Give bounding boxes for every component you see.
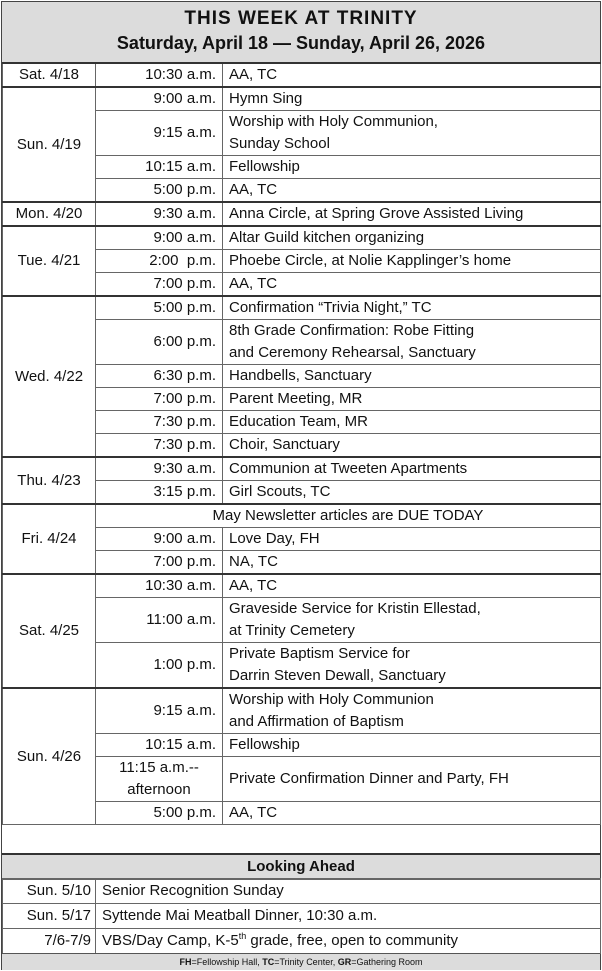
event-cell: Private Confirmation Dinner and Party, FH <box>223 757 601 802</box>
looking-ahead-table <box>2 878 601 954</box>
event-cell: Fellowship <box>223 156 601 179</box>
event-cell: AA, TC <box>223 179 601 203</box>
time-cell: 5:00 p.m. <box>96 179 223 203</box>
event-cell: Anna Circle, at Spring Grove Assisted Living <box>223 202 601 226</box>
event-cell <box>223 643 601 689</box>
event-cell: Parent Meeting, MR <box>223 388 601 411</box>
event-cell: Phoebe Circle, at Nolie Kapplinger’s home <box>223 250 601 273</box>
time-cell: 10:30 a.m. <box>96 63 223 87</box>
time-cell: 10:15 a.m. <box>96 734 223 757</box>
event-line: Private Baptism Service for <box>229 645 410 662</box>
time-cell: 7:00 p.m. <box>96 273 223 297</box>
time-cell: 3:15 p.m. <box>96 481 223 505</box>
date-cell: 7/6-7/9 <box>3 929 96 954</box>
time-cell: 9:30 a.m. <box>96 202 223 226</box>
time-cell: 9:15 a.m. <box>96 111 223 156</box>
day-cell: Sun. 4/26 <box>3 688 96 825</box>
table-row <box>3 226 601 250</box>
day-cell: Thu. 4/23 <box>3 457 96 504</box>
table-row <box>3 296 601 320</box>
event-line: at Trinity Cemetery <box>229 622 355 639</box>
event-cell: AA, TC <box>223 273 601 297</box>
event-line: 8th Grade Confirmation: Robe Fitting <box>229 322 475 339</box>
table-row <box>3 202 601 226</box>
time-cell: 9:30 a.m. <box>96 457 223 481</box>
time-line: 11:15 a.m.-- <box>119 759 199 776</box>
ordinal-suffix: th <box>238 931 247 941</box>
time-cell: 9:00 a.m. <box>96 528 223 551</box>
table-row <box>3 63 601 87</box>
item-text <box>96 929 601 954</box>
time-cell: 6:30 p.m. <box>96 365 223 388</box>
event-cell: Choir, Sanctuary <box>223 434 601 458</box>
schedule-header <box>2 2 600 63</box>
time-cell: 1:00 p.m. <box>96 643 223 689</box>
time-cell: 9:00 a.m. <box>96 226 223 250</box>
event-cell: AA, TC <box>223 63 601 87</box>
time-cell: 10:15 a.m. <box>96 156 223 179</box>
date-range: Saturday, April 18 — Sunday, April 26, 2026 <box>116 33 486 53</box>
legend-abbr: FH <box>179 957 192 967</box>
event-cell <box>223 688 601 734</box>
time-line: afternoon <box>127 781 191 798</box>
day-cell: Fri. 4/24 <box>3 504 96 574</box>
event-cell <box>223 111 601 156</box>
time-cell: 7:00 p.m. <box>96 551 223 575</box>
item-text-post: grade, free, open to community <box>246 932 459 949</box>
table-row <box>3 904 601 929</box>
table-row <box>3 504 601 528</box>
weekly-schedule-sheet <box>1 1 601 970</box>
time-cell: 11:00 a.m. <box>96 598 223 643</box>
day-cell: Sun. 4/19 <box>3 87 96 202</box>
event-line: Darrin Steven Dewall, Sanctuary <box>229 667 446 684</box>
item-text: Syttende Mai Meatball Dinner, 10:30 a.m. <box>96 904 601 929</box>
abbreviation-legend <box>2 953 600 970</box>
day-cell: Sat. 4/18 <box>3 63 96 87</box>
page-title: THIS WEEK AT TRINITY <box>184 8 418 29</box>
event-cell: Girl Scouts, TC <box>223 481 601 505</box>
time-cell: 7:00 p.m. <box>96 388 223 411</box>
event-line: and Affirmation of Baptism <box>229 713 404 730</box>
time-cell: 7:30 p.m. <box>96 434 223 458</box>
event-line: Graveside Service for Kristin Ellestad, <box>229 600 481 617</box>
time-cell: 2:00 p.m. <box>96 250 223 273</box>
time-cell: 6:00 p.m. <box>96 320 223 365</box>
event-cell: NA, TC <box>223 551 601 575</box>
table-row <box>3 457 601 481</box>
time-cell: 7:30 p.m. <box>96 411 223 434</box>
event-cell: Education Team, MR <box>223 411 601 434</box>
event-cell: Handbells, Sanctuary <box>223 365 601 388</box>
table-row <box>3 574 601 598</box>
table-row <box>3 87 601 111</box>
event-cell: Hymn Sing <box>223 87 601 111</box>
day-cell: Sat. 4/25 <box>3 574 96 688</box>
legend-text: =Fellowship Hall, <box>191 957 263 967</box>
event-line: and Ceremony Rehearsal, Sanctuary <box>229 344 476 361</box>
time-cell <box>96 757 223 802</box>
looking-ahead-title: Looking Ahead <box>2 853 600 880</box>
day-cell: Tue. 4/21 <box>3 226 96 296</box>
event-cell: Altar Guild kitchen organizing <box>223 226 601 250</box>
event-line: Sunday School <box>229 135 330 152</box>
date-cell: Sun. 5/17 <box>3 904 96 929</box>
event-cell <box>223 598 601 643</box>
event-cell: Love Day, FH <box>223 528 601 551</box>
deadline-note: May Newsletter articles are DUE TODAY <box>96 504 601 528</box>
table-row <box>3 929 601 954</box>
legend-text: =Trinity Center, <box>274 957 338 967</box>
event-cell: Confirmation “Trivia Night,” TC <box>223 296 601 320</box>
event-cell: Communion at Tweeten Apartments <box>223 457 601 481</box>
day-cell: Mon. 4/20 <box>3 202 96 226</box>
table-row <box>3 879 601 904</box>
time-cell: 10:30 a.m. <box>96 574 223 598</box>
item-text-pre: VBS/Day Camp, K-5 <box>102 932 239 949</box>
time-cell: 5:00 p.m. <box>96 802 223 825</box>
event-cell <box>223 320 601 365</box>
schedule-table <box>2 62 601 825</box>
legend-text: =Gathering Room <box>351 957 423 967</box>
event-line: Worship with Holy Communion, <box>229 113 438 130</box>
event-cell: AA, TC <box>223 574 601 598</box>
item-text: Senior Recognition Sunday <box>96 879 601 904</box>
date-cell: Sun. 5/10 <box>3 879 96 904</box>
time-cell: 5:00 p.m. <box>96 296 223 320</box>
time-cell: 9:00 a.m. <box>96 87 223 111</box>
event-cell: Fellowship <box>223 734 601 757</box>
time-cell: 9:15 a.m. <box>96 688 223 734</box>
legend-abbr: TC <box>262 957 275 967</box>
legend-abbr: GR <box>337 957 352 967</box>
table-row <box>3 688 601 734</box>
day-cell: Wed. 4/22 <box>3 296 96 457</box>
event-cell: AA, TC <box>223 802 601 825</box>
event-line: Worship with Holy Communion <box>229 691 434 708</box>
